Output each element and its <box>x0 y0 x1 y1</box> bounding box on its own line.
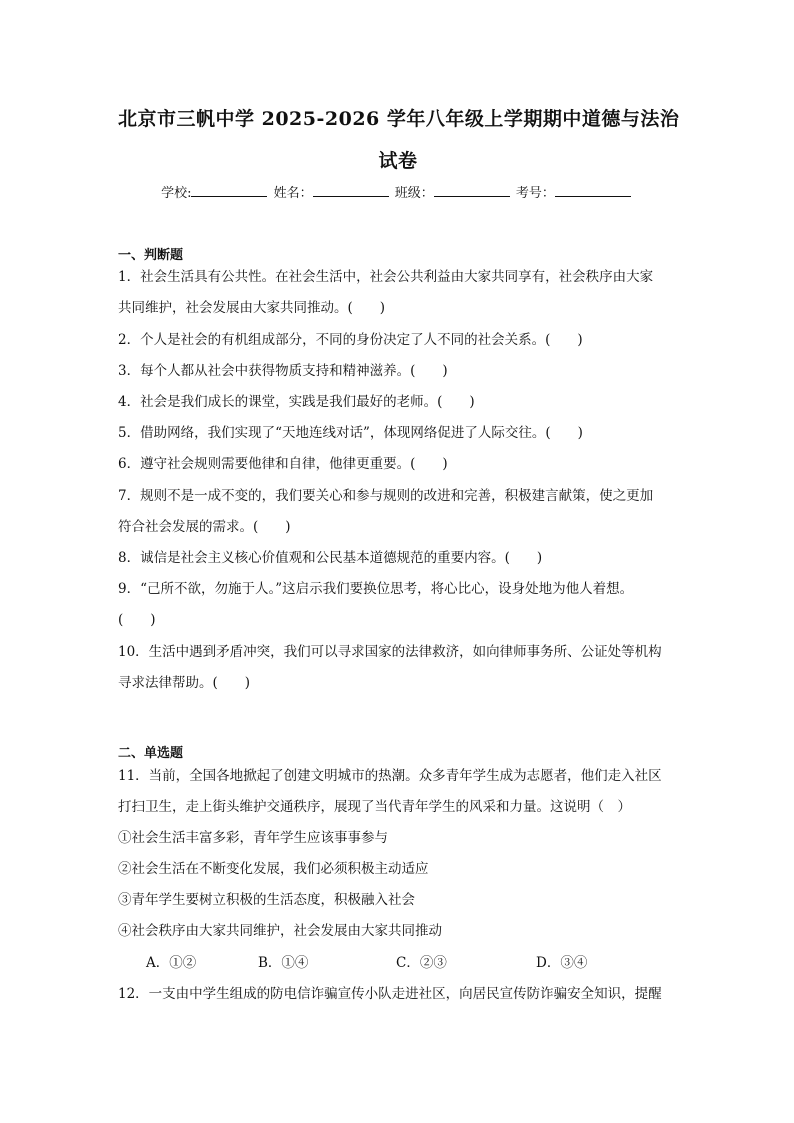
exam-title-line2: 试卷 <box>378 150 418 172</box>
question-line: 8．诚信是社会主义核心价值观和公民基本道德规范的重要内容。( ) <box>118 550 543 566</box>
option-c: C．②③ <box>396 955 447 971</box>
school-field <box>161 182 269 201</box>
question-line: 6．遵守社会规则需要他律和自律，他律更重要。( ) <box>118 456 448 472</box>
class-field <box>395 182 512 201</box>
option-statement: ②社会生活在不断变化发展，我们必须积极主动适应 <box>118 861 429 877</box>
option-statement: ④社会秩序由大家共同维护，社会发展由大家共同推动 <box>118 923 442 939</box>
exam-number-field <box>516 182 633 201</box>
question-line: 2．个人是社会的有机组成部分，不同的身份决定了人不同的社会关系。( ) <box>118 332 583 348</box>
question-line: 11．当前，全国各地掀起了创建文明城市的热潮。众多青年学生成为志愿者，他们走入社区 <box>118 768 662 784</box>
name-blank <box>313 184 389 197</box>
exam-title-line1: 北京市三帆中学 2025-2026 学年八年级上学期期中道德与法治 <box>118 108 680 130</box>
option-d: D．③④ <box>536 955 588 971</box>
question-line: 3．每个人都从社会中获得物质支持和精神滋养。( ) <box>118 363 448 379</box>
question-line: 打扫卫生，走上街头维护交通秩序，展现了当代青年学生的风采和力量。这说明（ ） <box>118 799 631 815</box>
option-a: A．①② <box>146 955 197 971</box>
question-line: ( ) <box>118 612 156 628</box>
student-info-row <box>0 182 794 201</box>
question-line: 5．借助网络，我们实现了“天地连线对话”，体现网络促进了人际交往。( ) <box>118 425 583 441</box>
question-line: 9．“己所不欲，勿施于人。”这启示我们要换位思考，将心比心，设身处地为他人着想。 <box>118 581 634 597</box>
question-line: 符合社会发展的需求。( ) <box>118 519 291 535</box>
question-line: 10．生活中遇到矛盾冲突，我们可以寻求国家的法律救济，如向律师事务所、公证处等机构 <box>118 644 662 660</box>
class-label: 班级： <box>394 186 434 201</box>
class-blank <box>434 184 510 197</box>
question-line: 4．社会是我们成长的课堂，实践是我们最好的老师。( ) <box>118 394 475 410</box>
question-line: 寻求法律帮助。( ) <box>118 675 251 691</box>
exam-number-blank <box>555 184 631 197</box>
question-line: 共同维护，社会发展由大家共同推动。( ) <box>118 300 386 316</box>
question-line: 7．规则不是一成不变的，我们要关心和参与规则的改进和完善，积极建言献策，使之更加 <box>118 488 654 504</box>
section-true-false-heading: 一、判断题 <box>118 248 184 263</box>
name-field <box>274 182 391 201</box>
section-single-choice-heading: 二、单选题 <box>118 746 184 761</box>
name-label: 姓名： <box>273 186 313 201</box>
question-line: 12．一支由中学生组成的防电信诈骗宣传小队走进社区，向居民宣传防诈骗安全知识，提醒 <box>118 986 662 1002</box>
option-b: B．①④ <box>258 955 309 971</box>
exam-number-label: 考号： <box>515 186 555 201</box>
school-label: 学校: <box>161 186 192 201</box>
school-blank <box>191 184 267 197</box>
option-statement: ③青年学生要树立积极的生活态度，积极融入社会 <box>118 892 415 908</box>
question-line: 1．社会生活具有公共性。在社会生活中，社会公共利益由大家共同享有，社会秩序由大家 <box>118 269 654 285</box>
option-statement: ①社会生活丰富多彩，青年学生应该事事参与 <box>118 830 388 846</box>
